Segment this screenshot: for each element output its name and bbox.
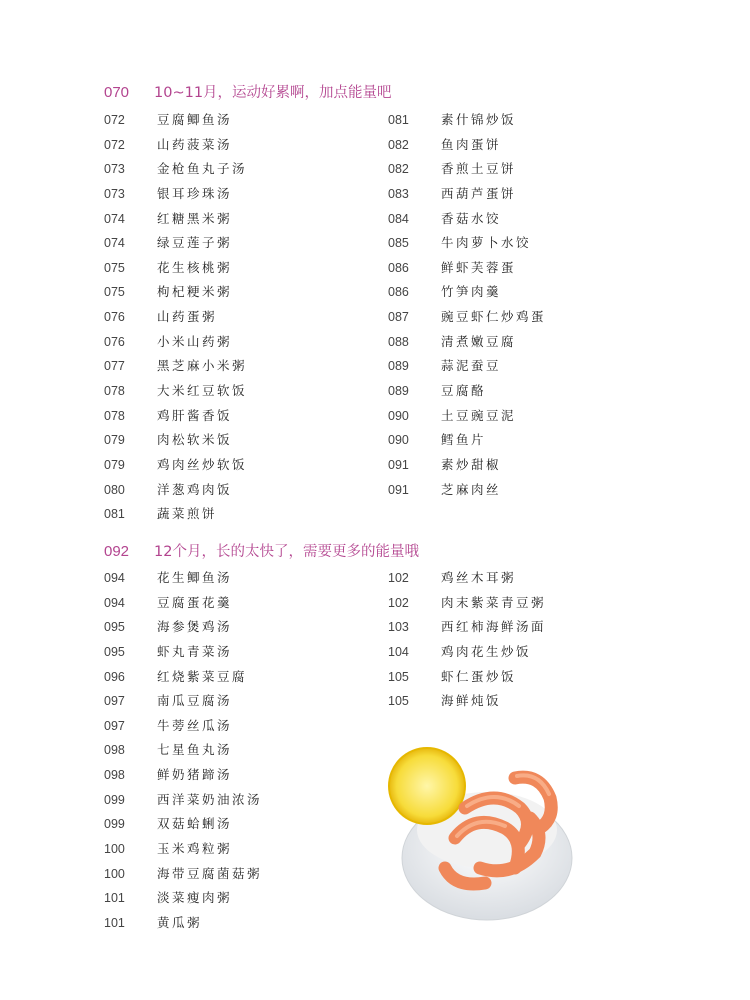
toc-entry[interactable] xyxy=(388,566,546,591)
entry-title: 蒜泥蚕豆 xyxy=(441,358,502,374)
entry-page-number: 084 xyxy=(388,211,409,226)
entry-page-number: 090 xyxy=(388,408,409,423)
entry-page-number: 086 xyxy=(388,285,409,300)
entry-page-number: 078 xyxy=(104,384,125,399)
toc-entry[interactable] xyxy=(388,379,546,404)
entry-title: 鸡肉花生炒饭 xyxy=(441,643,532,659)
entry-title: 枸杞粳米粥 xyxy=(157,284,233,300)
toc-entry[interactable] xyxy=(388,133,546,158)
entry-page-number: 091 xyxy=(388,482,409,497)
entry-title: 双菇蛤蜊汤 xyxy=(157,816,233,832)
entry-title: 鸡肝酱香饭 xyxy=(157,407,233,423)
entry-title: 山药蛋粥 xyxy=(157,309,218,325)
entry-page-number: 099 xyxy=(104,792,125,807)
toc-entry[interactable] xyxy=(104,566,262,591)
toc-entry[interactable] xyxy=(104,911,262,936)
entry-title: 红烧紫菜豆腐 xyxy=(157,668,248,684)
entry-page-number: 096 xyxy=(104,669,125,684)
toc-entry[interactable] xyxy=(388,231,546,256)
toc-entry[interactable] xyxy=(104,714,262,739)
toc-entry[interactable] xyxy=(104,330,247,355)
entry-page-number: 090 xyxy=(388,433,409,448)
entry-title: 花生核桃粥 xyxy=(157,259,233,275)
entry-title: 七星鱼丸汤 xyxy=(157,742,233,758)
entry-page-number: 095 xyxy=(104,644,125,659)
entry-title: 绿豆莲子粥 xyxy=(157,235,233,251)
entry-page-number: 087 xyxy=(388,310,409,325)
entry-title: 鳕鱼片 xyxy=(441,432,487,448)
toc-entry[interactable] xyxy=(104,379,247,404)
toc-entry[interactable] xyxy=(104,763,262,788)
entry-page-number: 072 xyxy=(104,137,125,152)
toc-entry[interactable] xyxy=(388,280,546,305)
toc-entry[interactable] xyxy=(104,305,247,330)
toc-entry[interactable] xyxy=(104,478,247,503)
entry-title: 牛肉萝卜水饺 xyxy=(441,235,532,251)
toc-entry[interactable] xyxy=(104,207,247,232)
toc-entry[interactable] xyxy=(104,788,262,813)
entry-title: 鸡肉丝炒软饭 xyxy=(157,456,248,472)
entry-title: 花生鲫鱼汤 xyxy=(157,570,233,585)
toc-entry[interactable] xyxy=(388,640,546,665)
section-page-number: 092 xyxy=(104,543,130,560)
entry-title: 鲜虾芙蓉蛋 xyxy=(441,259,517,275)
toc-entry[interactable] xyxy=(104,108,247,133)
entry-page-number: 101 xyxy=(104,891,125,906)
entry-title: 西洋菜奶油浓汤 xyxy=(157,791,263,807)
toc-entry[interactable] xyxy=(388,354,546,379)
entry-title: 海带豆腐菌菇粥 xyxy=(157,865,263,881)
toc-entry[interactable] xyxy=(388,108,546,133)
entry-page-number: 072 xyxy=(104,113,125,127)
entry-title: 素什锦炒饭 xyxy=(441,112,517,127)
toc-entry[interactable] xyxy=(104,640,262,665)
section-heading xyxy=(104,81,392,105)
toc-column-left xyxy=(104,566,262,936)
entry-title: 豆腐鲫鱼汤 xyxy=(157,112,233,127)
toc-entry[interactable] xyxy=(388,428,546,453)
toc-entry[interactable] xyxy=(388,330,546,355)
entry-page-number: 102 xyxy=(388,571,409,585)
toc-entry[interactable] xyxy=(104,157,247,182)
entry-page-number: 076 xyxy=(104,334,125,349)
entry-page-number: 073 xyxy=(104,186,125,201)
entry-page-number: 095 xyxy=(104,620,125,635)
entry-page-number: 076 xyxy=(104,310,125,325)
toc-entry[interactable] xyxy=(104,133,247,158)
entry-title: 大米红豆软饭 xyxy=(157,383,248,399)
toc-column-right xyxy=(388,566,546,714)
toc-entry[interactable] xyxy=(104,665,262,690)
toc-entry[interactable] xyxy=(104,738,262,763)
entry-title: 竹笋肉羹 xyxy=(441,284,502,300)
entry-title: 鸡丝木耳粥 xyxy=(441,570,517,585)
entry-title: 黑芝麻小米粥 xyxy=(157,358,248,374)
entry-page-number: 098 xyxy=(104,743,125,758)
entry-title: 西红柿海鲜汤面 xyxy=(441,619,547,635)
entry-title: 红糖黑米粥 xyxy=(157,210,233,226)
entry-page-number: 074 xyxy=(104,236,125,251)
toc-entry[interactable] xyxy=(104,886,262,911)
entry-page-number: 089 xyxy=(388,359,409,374)
entry-page-number: 094 xyxy=(104,595,125,610)
entry-title: 山药菠菜汤 xyxy=(157,136,233,152)
entry-page-number: 085 xyxy=(388,236,409,251)
entry-page-number: 082 xyxy=(388,162,409,177)
toc-entry[interactable] xyxy=(104,256,247,281)
entry-page-number: 075 xyxy=(104,260,125,275)
toc-entry[interactable] xyxy=(104,812,262,837)
toc-entry[interactable] xyxy=(104,453,247,478)
entry-page-number: 100 xyxy=(104,866,125,881)
entry-title: 豆腐酪 xyxy=(441,383,487,399)
toc-entry[interactable] xyxy=(388,478,546,503)
entry-page-number: 097 xyxy=(104,718,125,733)
entry-title: 虾仁蛋炒饭 xyxy=(441,668,517,684)
toc-entry[interactable] xyxy=(388,207,546,232)
entry-title: 鲜奶猪蹄汤 xyxy=(157,767,233,783)
entry-page-number: 086 xyxy=(388,260,409,275)
entry-page-number: 080 xyxy=(104,482,125,497)
entry-page-number: 101 xyxy=(104,915,125,930)
section-title: 10~11月，运动好累啊，加点能量吧 xyxy=(154,85,392,101)
toc-entry[interactable] xyxy=(388,256,546,281)
entry-title: 清煮嫩豆腐 xyxy=(441,333,517,349)
entry-page-number: 100 xyxy=(104,842,125,857)
entry-title: 银耳珍珠汤 xyxy=(157,185,233,201)
section-heading xyxy=(104,540,419,564)
entry-title: 香菇水饺 xyxy=(441,210,502,226)
entry-title: 金枪鱼丸子汤 xyxy=(157,161,248,177)
toc-entry[interactable] xyxy=(104,615,262,640)
entry-page-number: 098 xyxy=(104,768,125,783)
entry-page-number: 105 xyxy=(388,669,409,684)
entry-title: 南瓜豆腐汤 xyxy=(157,693,233,709)
toc-entry[interactable] xyxy=(388,404,546,429)
toc-entry[interactable] xyxy=(388,157,546,182)
entry-page-number: 079 xyxy=(104,433,125,448)
entry-title: 海鲜炖饭 xyxy=(441,693,502,709)
entry-title: 玉米鸡粒粥 xyxy=(157,841,233,857)
entry-page-number: 104 xyxy=(388,644,409,659)
toc-entry[interactable] xyxy=(104,404,247,429)
entry-title: 海参煲鸡汤 xyxy=(157,619,233,635)
toc-entry[interactable] xyxy=(104,354,247,379)
entry-title: 香煎土豆饼 xyxy=(441,161,517,177)
section-page-number: 070 xyxy=(104,84,130,101)
entry-page-number: 091 xyxy=(388,457,409,472)
entry-page-number: 074 xyxy=(104,211,125,226)
entry-page-number: 082 xyxy=(388,137,409,152)
entry-title: 西葫芦蛋饼 xyxy=(441,185,517,201)
entry-page-number: 102 xyxy=(388,595,409,610)
toc-entry[interactable] xyxy=(104,231,247,256)
toc-entry[interactable] xyxy=(104,502,247,527)
toc-entry[interactable] xyxy=(388,665,546,690)
entry-title: 小米山药粥 xyxy=(157,333,233,349)
toc-column-left xyxy=(104,108,247,527)
toc-column-right xyxy=(388,108,546,502)
shrimp-bowl-photo xyxy=(385,738,575,928)
entry-page-number: 083 xyxy=(388,186,409,201)
entry-page-number: 079 xyxy=(104,457,125,472)
entry-title: 豆腐蛋花羹 xyxy=(157,594,233,610)
toc-entry[interactable] xyxy=(104,280,247,305)
entry-title: 豌豆虾仁炒鸡蛋 xyxy=(441,309,547,325)
toc-entry[interactable] xyxy=(104,862,262,887)
toc-entry[interactable] xyxy=(104,837,262,862)
entry-title: 蔬菜煎饼 xyxy=(157,506,218,522)
entry-title: 牛蒡丝瓜汤 xyxy=(157,717,233,733)
entry-page-number: 077 xyxy=(104,359,125,374)
entry-title: 肉松软米饭 xyxy=(157,432,233,448)
entry-page-number: 103 xyxy=(388,620,409,635)
entry-title: 土豆豌豆泥 xyxy=(441,407,517,423)
entry-page-number: 105 xyxy=(388,694,409,709)
entry-page-number: 097 xyxy=(104,694,125,709)
entry-page-number: 089 xyxy=(388,384,409,399)
toc-entry[interactable] xyxy=(104,182,247,207)
entry-page-number: 075 xyxy=(104,285,125,300)
toc-entry[interactable] xyxy=(104,428,247,453)
entry-page-number: 081 xyxy=(104,507,125,522)
entry-page-number: 088 xyxy=(388,334,409,349)
entry-title: 肉末紫菜青豆粥 xyxy=(441,594,547,610)
toc-entry[interactable] xyxy=(388,591,546,616)
entry-page-number: 099 xyxy=(104,817,125,832)
toc-entry[interactable] xyxy=(388,689,546,714)
toc-entry[interactable] xyxy=(104,591,262,616)
entry-title: 黄瓜粥 xyxy=(157,914,203,930)
toc-entry[interactable] xyxy=(388,305,546,330)
entry-page-number: 073 xyxy=(104,162,125,177)
entry-title: 虾丸青菜汤 xyxy=(157,643,233,659)
entry-page-number: 094 xyxy=(104,571,125,585)
entry-page-number: 081 xyxy=(388,113,409,127)
entry-page-number: 078 xyxy=(104,408,125,423)
entry-title: 淡菜瘦肉粥 xyxy=(157,890,233,906)
toc-entry[interactable] xyxy=(388,615,546,640)
toc-entry[interactable] xyxy=(104,689,262,714)
toc-entry[interactable] xyxy=(388,182,546,207)
toc-entry[interactable] xyxy=(388,453,546,478)
entry-title: 芝麻肉丝 xyxy=(441,481,502,497)
entry-title: 鱼肉蛋饼 xyxy=(441,136,502,152)
entry-title: 素炒甜椒 xyxy=(441,456,502,472)
entry-title: 洋葱鸡肉饭 xyxy=(157,481,233,497)
section-title: 12个月，长的太快了，需要更多的能量哦 xyxy=(154,544,419,560)
